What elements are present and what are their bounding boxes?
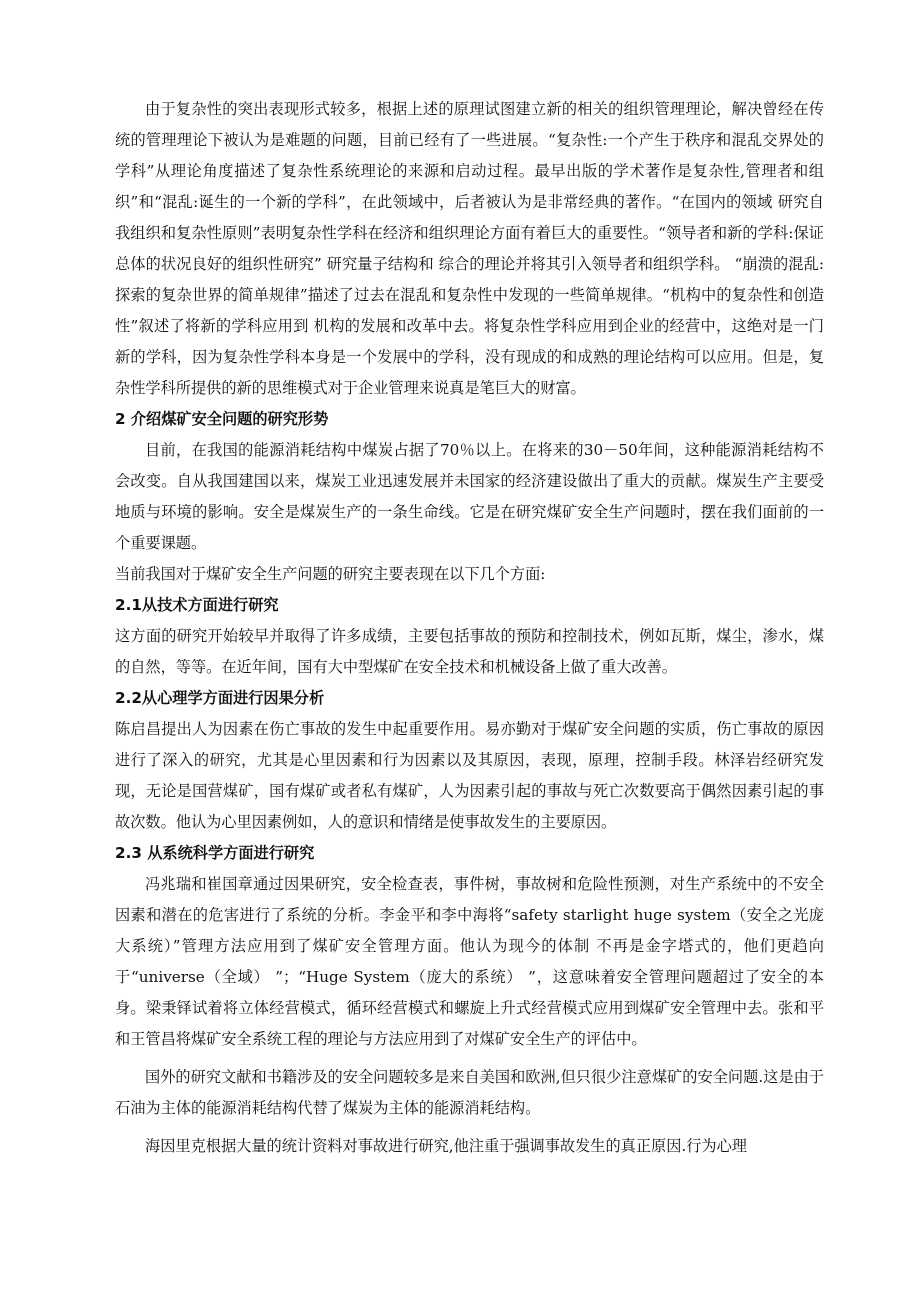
paragraph-systems-science: 冯兆瑞和崔国章通过因果研究，安全检查表，事件树，事故树和危险性预测，对生产系统中的不安全因素和潜在的危害进行了系统的分析。李金平和李中海将“safety starlight huge system（安全之光庞大系统）”管理方法应用到了煤矿安全管理方面。他认为现今的体制 不再是金字塔式的，他们更趋向于“universe（全域） ”；“Huge System（庞大的系统） ”，这意味着安全管理问题超过了安全的本身。梁秉铎试着将立体经营模式，循环经营模式和螺旋上升式经营模式应用到煤矿安全管理中去。张和平和王管昌将煤矿安全系统工程的理论与方法应用到了对煤矿安全生产的评估中。 [115, 875, 824, 1048]
paragraph-psychology: 陈启昌提出人为因素在伤亡事故的发生中起重要作用。易亦勤对于煤矿安全问题的实质，伤亡事故的原因进行了深入的研究，尤其是心里因素和行为因素以及其原因，表现，原理，控制手段。林泽岩经研究发现，无论是国营煤矿，国有煤矿或者私有煤矿，人为因素引起的事故与死亡次数要高于偶然因素引起的事故次数。他认为心里因素例如，人的意识和情绪是使事故发生的主要原因。 [115, 720, 824, 831]
heading-section-2: 2 介绍煤矿安全问题的研究形势 [115, 410, 329, 428]
paragraph-technical: 这方面的研究开始较早并取得了许多成绩，主要包括事故的预防和控制技术，例如瓦斯，煤尘，渗水，煤的自然，等等。在近年间，国有大中型煤矿在安全技术和机械设备上做了重大改善。 [115, 627, 824, 676]
paragraph-research-aspects: 当前我国对于煤矿安全生产问题的研究主要表现在以下几个方面: [115, 565, 546, 583]
heading-section-2-3: 2.3 从系统科学方面进行研究 [115, 844, 315, 862]
heading-section-2-2: 2.2从心理学方面进行因果分析 [115, 689, 325, 707]
paragraph-heinrich: 海因里克根据大量的统计资料对事故进行研究,他注重于强调事故发生的真正原因.行为心理 [145, 1137, 747, 1155]
paragraph-complexity: 由于复杂性的突出表现形式较多，根据上述的原理试图建立新的相关的组织管理理论，解决曾经在传统的管理理论下被认为是难题的问题，目前已经有了一些进展。“复杂性:一个产生于秩序和混乱交界处的学科”从理论角度描述了复杂性系统理论的来源和启动过程。最早出版的学术著作是复杂性,管理者和组织”和“混乱:诞生的一个新的学科”，在此领域中，后者被认为是非常经典的著作。“在国内的领域 研究自我组织和复杂性原则”表明复杂性学科在经济和组织理论方面有着巨大的重要性。“领导者和新的学科:保证总体的状况良好的组织性研究” 研究量子结构和 综合的理论并将其引入领导者和组织学科。 “崩溃的混乱:探索的复杂世界的简单规律”描述了过去在混乱和复杂性中发现的一些简单规律。“机构中的复杂性和创造性”叙述了将新的学科应用到 机构的发展和改革中去。将复杂性学科应用到企业的经营中，这绝对是一门新的学科，因为复杂性学科本身是一个发展中的学科，没有现成的和成熟的理论结构可以应用。但是，复杂性学科所提供的新的思维模式对于企业管理来说真是笔巨大的财富。 [115, 100, 824, 397]
heading-section-2-1: 2.1从技术方面进行研究 [115, 596, 279, 614]
paragraph-foreign-research: 国外的研究文献和书籍涉及的安全问题较多是来自美国和欧洲,但只很少注意煤矿的安全问题.这是由于石油为主体的能源消耗结构代替了煤炭为主体的能源消耗结构。 [115, 1068, 824, 1117]
paragraph-coal-energy: 目前，在我国的能源消耗结构中煤炭占据了70％以上。在将来的30－50年间，这种能源消耗结构不会改变。自从我国建国以来，煤炭工业迅速发展并未国家的经济建设做出了重大的贡献。煤炭生产主要受地质与环境的影响。安全是煤炭生产的一条生命线。它是在研究煤矿安全生产问题时，摆在我们面前的一个重要课题。 [115, 441, 824, 552]
